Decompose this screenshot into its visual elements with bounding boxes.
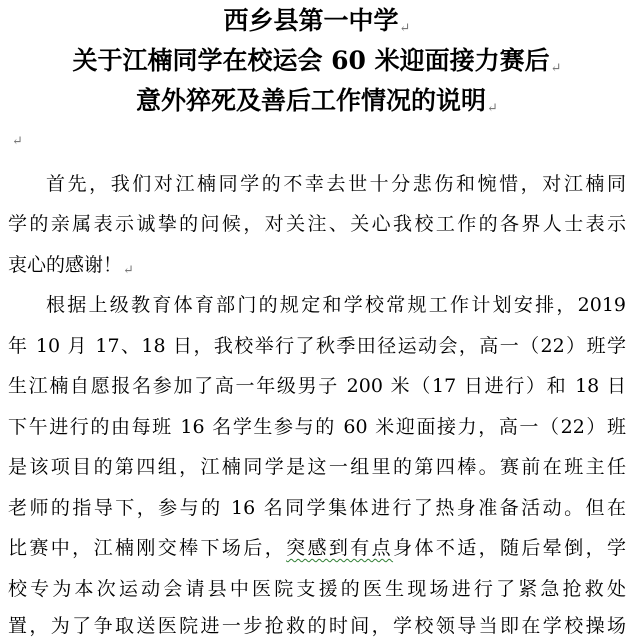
paragraph-1-line-2: 学的亲属表示诚挚的问候，对关注、关心我校工作的各界人士表示 xyxy=(8,213,626,235)
paragraph-1-line-3: 衷心的感谢！↵ xyxy=(8,254,134,278)
paragraph-2-line-1: 根据上级教育体育部门的规定和学校常规工作计划安排，2019 xyxy=(46,294,626,316)
paragraph-2-line-3: 生江楠自愿报名参加了高一年级男子 200 米（17 日进行）和 18 日 xyxy=(8,375,626,397)
paragraph-1-line-1: 首先，我们对江楠同学的不幸去世十分悲伤和惋惜，对江楠同 xyxy=(46,173,626,195)
paragraph-2-line-2: 年 10 月 17、18 日，我校举行了秋季田径运动会，高一（22）班学 xyxy=(8,335,626,357)
paragraph-2-line-9: 置，为了争取送医院进一步抢救的时间，学校领导当即在学校操场 xyxy=(8,615,626,637)
paragraph-mark-icon: ↵ xyxy=(487,101,498,116)
paragraph-2-line-5: 是该项目的第四组，江楠同学是这一组里的第四棒。赛前在班主任 xyxy=(8,456,626,478)
paragraph-mark-icon: ↵ xyxy=(550,61,562,76)
paragraph-mark-icon: ↵ xyxy=(123,263,134,278)
title-line-explanation: 意外猝死及善后工作情况的说明↵ xyxy=(136,86,498,116)
paragraph-2-line-4: 下午进行的由每班 16 名学生参与的 60 米迎面接力，高一（22）班 xyxy=(8,416,626,438)
title-line-school: 西乡县第一中学↵ xyxy=(223,6,411,36)
paragraph-mark-icon: ↵ xyxy=(399,21,411,36)
paragraph-2-line-8: 校专为本次运动会请县中医院支援的医生现场进行了紧急抢救处 xyxy=(8,578,626,600)
paragraph-2-line-6: 老师的指导下，参与的 16 名同学集体进行了热身准备活动。但在 xyxy=(8,497,626,519)
title-line-subject: 关于江楠同学在校运会 60 米迎面接力赛后↵ xyxy=(72,46,562,76)
grammar-check-underline: 突感到有点 xyxy=(286,537,394,559)
paragraph-mark-icon: ↵ xyxy=(12,134,23,149)
paragraph-2-line-7: 比赛中，江楠刚交棒下场后，突感到有点身体不适，随后晕倒，学 xyxy=(8,537,626,559)
